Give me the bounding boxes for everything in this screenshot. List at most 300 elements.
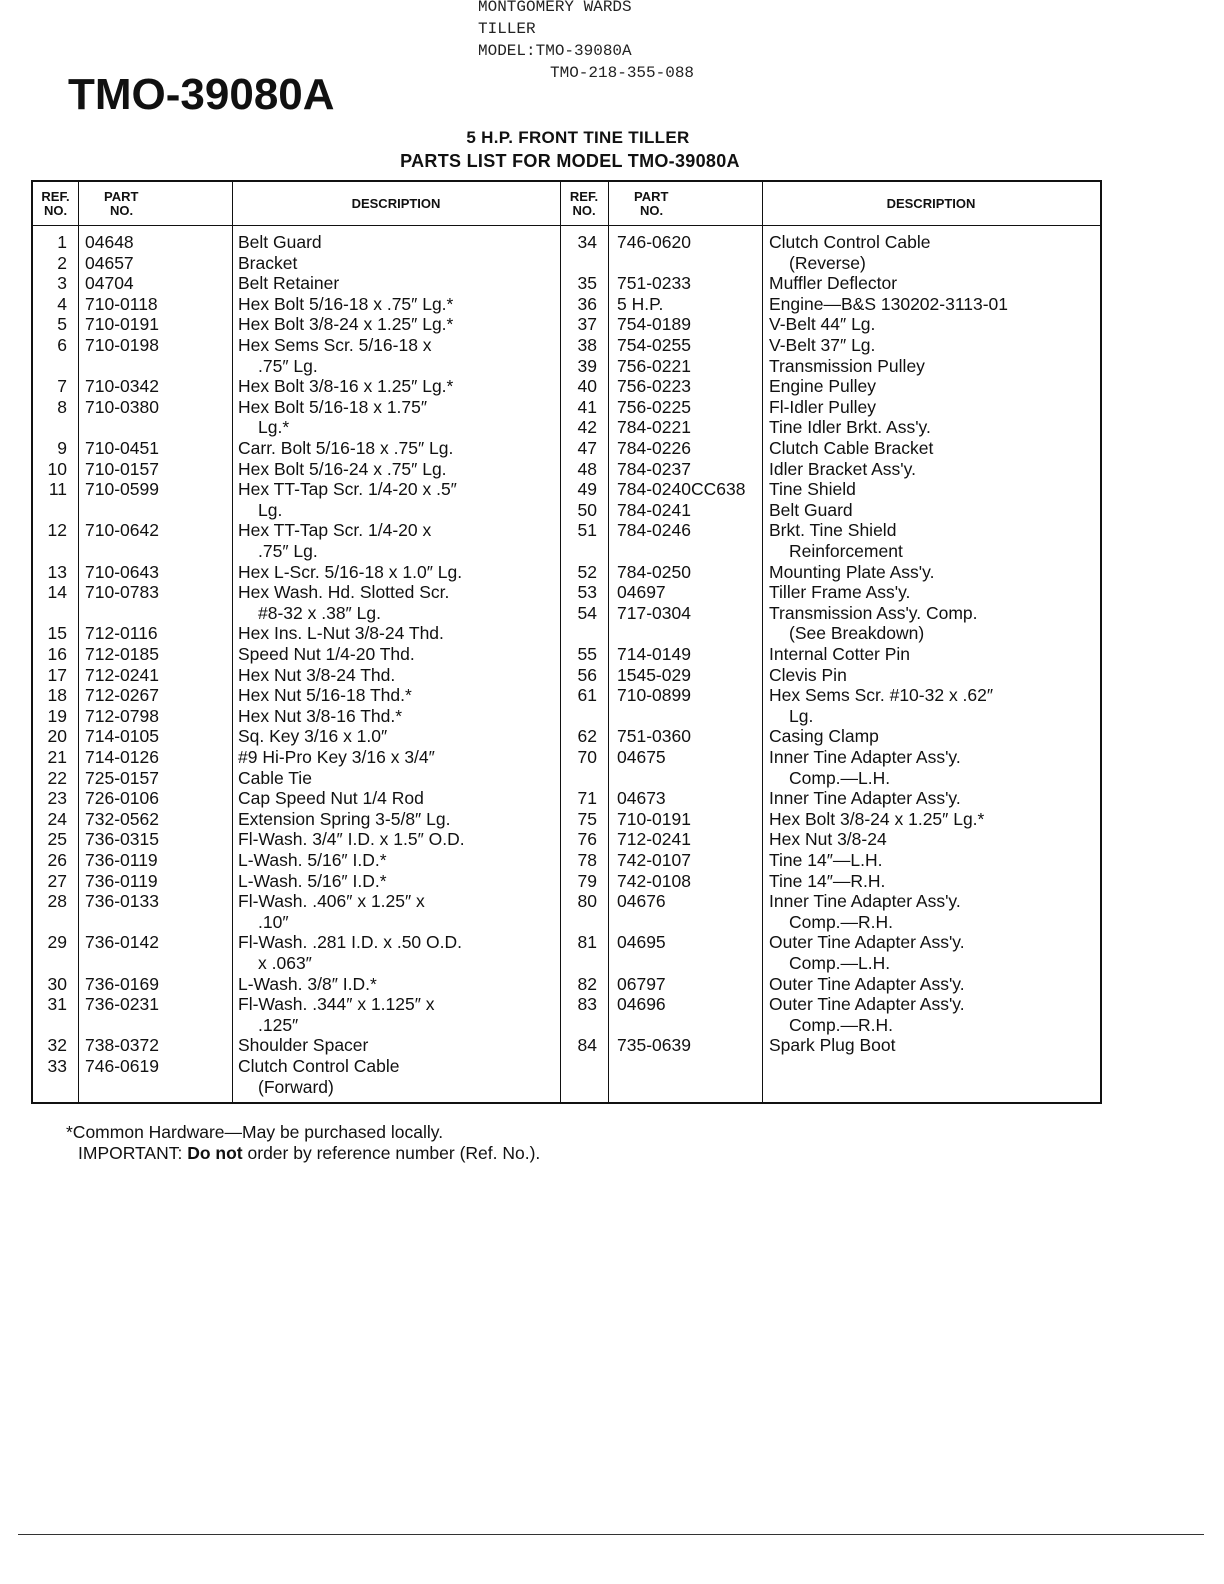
typed-line-3: MODEL:TMO-39080A [478, 42, 632, 60]
typed-line-4: TMO-218-355-088 [550, 64, 695, 82]
header-ref-left [33, 182, 78, 225]
ref-number: 29 [47, 932, 67, 953]
part-description [238, 871, 387, 892]
part-description [238, 850, 387, 871]
part-description [769, 974, 965, 995]
description-line: Fl-Wash. .281 I.D. x .50 O.D. [238, 932, 462, 953]
header-part-line2: NO. [110, 202, 134, 218]
ref-number: 78 [577, 850, 597, 870]
ref-number: 1 [57, 232, 67, 252]
header-part-line2: NO. [640, 202, 664, 218]
part-number: 710-0191 [85, 314, 159, 335]
part-number: 714-0105 [85, 726, 159, 747]
description-line: Shoulder Spacer [238, 1035, 369, 1056]
part-description [769, 397, 876, 418]
part-number: 754-0189 [617, 314, 691, 335]
ref-number: 83 [577, 994, 597, 1015]
description-continuation: .75″ Lg. [258, 355, 318, 376]
part-number: 712-0267 [85, 685, 159, 706]
part-description [238, 1035, 368, 1056]
ref-number: 8 [57, 396, 67, 417]
part-number: 736-0133 [85, 891, 159, 912]
description-continuation: Lg. [258, 499, 283, 520]
ref-number: 34 [577, 232, 597, 252]
ref-number: 22 [47, 767, 67, 788]
ref-number: 10 [47, 458, 67, 479]
description-line: Clutch Control Cable [769, 232, 931, 252]
part-number: 742-0108 [617, 870, 691, 891]
description-line: Outer Tine Adapter Ass'y. [769, 994, 965, 1015]
ref-number: 5 [57, 314, 67, 335]
ref-number: 20 [47, 726, 67, 747]
part-number: 736-0119 [85, 850, 158, 870]
ref-number: 56 [577, 664, 597, 685]
part-description [238, 562, 462, 583]
description-continuation: .10″ [258, 911, 289, 932]
part-description [238, 623, 444, 644]
part-description [769, 356, 925, 377]
ref-number: 17 [47, 664, 67, 685]
part-number: 784-0221 [617, 417, 691, 438]
part-description [769, 314, 875, 335]
description-line: Belt Guard [238, 232, 322, 252]
description-line: V-Belt 44″ Lg. [769, 314, 876, 335]
description-continuation: #8-32 x .38″ Lg. [258, 602, 381, 623]
part-number: 06797 [617, 973, 666, 994]
part-number: 751-0233 [617, 273, 691, 294]
description-line: Carr. Bolt 5/16-18 x .75″ Lg. [238, 438, 454, 458]
description-line: Hex Bolt 3/8-16 x 1.25″ Lg.* [238, 376, 454, 397]
part-description [238, 974, 377, 995]
ref-number: 18 [47, 685, 67, 706]
description-line: #9 Hi-Pro Key 3/16 x 3/4″ [238, 747, 435, 767]
ref-number: 12 [47, 520, 67, 541]
part-description [238, 294, 453, 315]
important-rest: order by reference number (Ref. No.). [247, 1143, 541, 1163]
ref-number: 33 [47, 1056, 67, 1076]
description-line: Belt Guard [769, 499, 853, 520]
header-part-line1: PART [634, 188, 669, 204]
part-number: 04673 [617, 788, 666, 809]
description-continuation: Comp.—R.H. [789, 1014, 894, 1035]
description-line: Tine 14″—L.H. [769, 850, 883, 870]
part-number: 746-0620 [617, 232, 691, 252]
part-number: 717-0304 [617, 602, 691, 623]
part-number: 04704 [85, 273, 134, 294]
part-number: 714-0126 [85, 747, 159, 767]
description-continuation: Comp.—L.H. [789, 952, 891, 973]
description-line: Hex TT-Tap Scr. 1/4-20 x [238, 520, 432, 541]
description-line: Hex Nut 3/8-16 Thd.* [238, 705, 403, 726]
part-description [769, 829, 887, 850]
ref-number: 2 [57, 252, 67, 273]
ref-number: 26 [47, 850, 67, 870]
part-number: 736-0142 [85, 932, 159, 953]
ref-number: 53 [577, 582, 597, 603]
part-number: 784-0240CC638 [617, 479, 746, 500]
header-ref-line1: REF. [41, 188, 70, 204]
col-divider [560, 182, 561, 1102]
ref-number: 62 [577, 726, 597, 747]
part-description [238, 747, 435, 768]
description-line: Hex Ins. L-Nut 3/8-24 Thd. [238, 623, 444, 644]
typed-header [478, 0, 694, 84]
part-number: 710-0643 [85, 561, 159, 582]
part-description [238, 314, 453, 335]
description-line: Brkt. Tine Shield [769, 520, 897, 541]
ref-number: 39 [577, 355, 597, 376]
part-number: 710-0783 [85, 582, 159, 603]
part-number: 784-0246 [617, 520, 691, 541]
part-description [769, 479, 856, 500]
part-description [769, 520, 903, 561]
part-number: 04676 [617, 891, 666, 912]
ref-number: 84 [577, 1035, 597, 1056]
description-line: Engine—B&S 130202-3113-01 [769, 293, 1009, 314]
part-number: 746-0619 [85, 1056, 159, 1076]
description-line: V-Belt 37″ Lg. [769, 335, 876, 355]
part-description [769, 850, 883, 871]
description-line: Hex Nut 3/8-24 [769, 829, 887, 850]
description-line: Tiller Frame Ass'y. [769, 582, 911, 603]
footnote-important [66, 1143, 540, 1164]
col-divider [232, 182, 233, 1102]
part-description [238, 706, 402, 727]
part-description [769, 871, 885, 892]
part-description [769, 685, 993, 726]
part-number: 712-0116 [85, 623, 158, 644]
description-line: Transmission Ass'y. Comp. [769, 602, 978, 623]
part-description [238, 459, 447, 480]
description-line: Hex Bolt 3/8-24 x 1.25″ Lg.* [238, 314, 454, 335]
part-number: 04675 [617, 747, 666, 767]
part-description [238, 376, 453, 397]
part-description [769, 809, 984, 830]
part-number: 04657 [85, 252, 134, 273]
part-number: 784-0237 [617, 458, 691, 479]
part-description [238, 994, 435, 1035]
col-divider [762, 182, 763, 1102]
part-number: 738-0372 [85, 1035, 159, 1056]
part-description [769, 891, 961, 932]
part-number: 710-0451 [85, 438, 159, 458]
header-divider [33, 225, 1100, 226]
description-line: Clevis Pin [769, 664, 847, 685]
part-description [238, 479, 457, 520]
description-line: Hex Sems Scr. 5/16-18 x [238, 335, 432, 355]
part-description [769, 932, 965, 973]
part-number: 712-0798 [85, 705, 159, 726]
description-continuation: .75″ Lg. [258, 540, 318, 561]
part-number: 736-0315 [85, 829, 159, 850]
important-label: IMPORTANT: [78, 1143, 183, 1163]
typed-line-2: TILLER [478, 20, 536, 38]
description-continuation: (See Breakdown) [789, 623, 925, 644]
ref-number: 30 [47, 973, 67, 994]
description-line: Casing Clamp [769, 726, 879, 747]
part-number: 756-0223 [617, 376, 691, 397]
part-number: 710-0198 [85, 335, 159, 355]
part-description [238, 685, 412, 706]
page-bottom-rule [18, 1534, 1204, 1535]
ref-number: 3 [57, 273, 67, 294]
part-number: 710-0342 [85, 376, 159, 397]
description-line: Clutch Cable Bracket [769, 438, 934, 458]
description-line: Clutch Control Cable [238, 1056, 400, 1076]
ref-number: 25 [47, 829, 67, 850]
part-number: 735-0639 [617, 1035, 691, 1056]
ref-number: 76 [577, 829, 597, 850]
ref-number: 75 [577, 808, 597, 829]
part-description [769, 726, 879, 747]
header-part-right [608, 182, 762, 225]
part-description [238, 520, 431, 561]
ref-number: 48 [577, 458, 597, 479]
part-number: 712-0185 [85, 644, 159, 664]
part-description [769, 582, 910, 603]
part-number: 710-0191 [617, 808, 691, 829]
ref-number: 13 [47, 561, 67, 582]
part-description [238, 397, 427, 438]
part-description [769, 665, 847, 686]
part-number: 742-0107 [617, 850, 691, 870]
description-line: Extension Spring 3-5/8″ Lg. [238, 808, 451, 829]
part-description [769, 438, 933, 459]
ref-number: 79 [577, 870, 597, 891]
part-number: 751-0360 [617, 726, 691, 747]
ref-number: 49 [577, 479, 597, 500]
ref-number: 80 [577, 891, 597, 912]
part-number: 1545-029 [617, 664, 691, 685]
header-ref-line1: REF. [569, 188, 599, 204]
part-number: 5 H.P. [617, 293, 664, 314]
part-description [769, 273, 897, 294]
description-line: L-Wash. 5/16″ I.D.* [238, 850, 387, 870]
header-ref-right [560, 182, 608, 225]
description-line: Belt Retainer [238, 273, 340, 294]
description-line: L-Wash. 3/8″ I.D.* [238, 973, 377, 994]
part-description [769, 459, 916, 480]
description-line: Muffler Deflector [769, 273, 898, 294]
description-line: Bracket [238, 252, 298, 273]
ref-number: 51 [577, 520, 597, 541]
part-number: 04696 [617, 994, 666, 1015]
description-line: Inner Tine Adapter Ass'y. [769, 747, 961, 767]
description-line: Hex Sems Scr. #10-32 x .62″ [769, 685, 994, 706]
part-description [238, 809, 450, 830]
description-continuation: Lg.* [258, 417, 290, 438]
part-description [238, 665, 395, 686]
part-number: 784-0250 [617, 561, 691, 582]
parts-table [31, 180, 1102, 1104]
part-number: 725-0157 [85, 767, 159, 788]
part-number: 726-0106 [85, 788, 159, 809]
ref-number: 24 [47, 808, 67, 829]
ref-number: 55 [577, 644, 597, 664]
description-line: L-Wash. 5/16″ I.D.* [238, 870, 387, 891]
ref-number: 6 [57, 335, 67, 355]
description-line: Fl-Idler Pulley [769, 396, 876, 417]
ref-number: 14 [47, 582, 67, 603]
part-description [238, 726, 387, 747]
document-subtitle: PARTS LIST FOR MODEL TMO-39080A [400, 151, 740, 171]
description-line: Inner Tine Adapter Ass'y. [769, 891, 961, 912]
ref-number: 54 [577, 602, 597, 623]
part-number: 04648 [85, 232, 134, 252]
part-description [238, 335, 432, 376]
part-description [238, 273, 339, 294]
ref-number: 61 [577, 685, 597, 706]
ref-number: 16 [47, 644, 67, 664]
description-continuation: x .063″ [258, 952, 312, 973]
header-part-left [78, 182, 232, 225]
part-description [769, 232, 930, 273]
part-description [769, 788, 961, 809]
col-divider [78, 182, 79, 1102]
part-description [238, 644, 415, 665]
ref-number: 15 [47, 623, 67, 644]
part-description [238, 768, 312, 789]
part-number: 732-0562 [85, 808, 159, 829]
ref-number: 37 [577, 314, 597, 335]
description-line: Speed Nut 1/4-20 Thd. [238, 644, 415, 664]
header-desc-left: DESCRIPTION [351, 195, 441, 211]
description-line: Spark Plug Boot [769, 1035, 896, 1056]
do-not-emphasis: Do not [187, 1143, 243, 1163]
description-line: Hex Bolt 3/8-24 x 1.25″ Lg.* [769, 808, 985, 829]
header-ref-line2: NO. [43, 202, 68, 218]
part-description [769, 376, 876, 397]
description-line: Hex L-Scr. 5/16-18 x 1.0″ Lg. [238, 561, 463, 582]
ref-number: 4 [57, 293, 67, 314]
part-number: 736-0231 [85, 994, 159, 1015]
description-continuation: Reinforcement [789, 540, 903, 561]
part-description [238, 829, 465, 850]
description-line: Inner Tine Adapter Ass'y. [769, 788, 961, 809]
description-line: Cable Tie [238, 767, 312, 788]
part-description [769, 500, 853, 521]
part-number: 04695 [617, 932, 666, 953]
description-line: Outer Tine Adapter Ass'y. [769, 932, 965, 953]
part-description [769, 1035, 895, 1056]
ref-number: 27 [47, 870, 67, 891]
description-line: Hex Wash. Hd. Slotted Scr. [238, 582, 450, 603]
description-continuation: (Forward) [258, 1076, 334, 1097]
description-line: Internal Cotter Pin [769, 644, 911, 664]
description-line: Fl-Wash. 3/4″ I.D. x 1.5″ O.D. [238, 829, 465, 850]
description-line: Tine Shield [769, 479, 856, 500]
part-number: 710-0118 [85, 293, 158, 314]
document-title: 5 H.P. FRONT TINE TILLER [466, 128, 690, 147]
description-line: Hex Nut 3/8-24 Thd. [238, 664, 396, 685]
part-number: 784-0241 [617, 499, 691, 520]
description-line: Hex Bolt 5/16-18 x .75″ Lg.* [238, 293, 454, 314]
part-description [769, 335, 875, 356]
part-description [238, 232, 322, 253]
footnote [66, 1122, 540, 1164]
ref-number: 11 [48, 479, 67, 500]
ref-number: 82 [577, 973, 597, 994]
description-continuation: Comp.—L.H. [789, 767, 891, 788]
description-continuation: (Reverse) [789, 252, 866, 273]
part-description [238, 1056, 399, 1097]
ref-number: 35 [577, 273, 597, 294]
description-line: Outer Tine Adapter Ass'y. [769, 973, 965, 994]
part-number: 756-0221 [617, 355, 691, 376]
ref-number: 47 [577, 438, 597, 458]
model-number-heading: TMO-39080A [68, 70, 335, 119]
header-ref-line2: NO. [572, 202, 596, 218]
description-line: Mounting Plate Ass'y. [769, 561, 935, 582]
ref-number: 50 [577, 499, 597, 520]
part-number: 710-0642 [85, 520, 159, 541]
ref-number: 23 [47, 788, 67, 809]
part-number: 754-0255 [617, 335, 691, 355]
description-line: Sq. Key 3/16 x 1.0″ [238, 726, 388, 747]
typed-line-1: MONTGOMERY WARDS [478, 0, 632, 16]
part-number: 756-0225 [617, 396, 691, 417]
part-number: 736-0169 [85, 973, 159, 994]
part-description [769, 417, 931, 438]
part-number: 710-0899 [617, 685, 691, 706]
description-line: Tine Idler Brkt. Ass'y. [769, 417, 931, 438]
part-number: 710-0599 [85, 479, 159, 500]
part-description [769, 994, 965, 1035]
ref-number: 40 [577, 376, 597, 397]
part-number: 712-0241 [85, 664, 159, 685]
part-number: 710-0157 [85, 458, 159, 479]
part-number: 710-0380 [85, 396, 159, 417]
part-description [238, 438, 453, 459]
description-line: Idler Bracket Ass'y. [769, 458, 916, 479]
ref-number: 19 [47, 705, 67, 726]
description-line: Hex Bolt 5/16-18 x 1.75″ [238, 396, 428, 417]
part-description [238, 788, 424, 809]
description-line: Cap Speed Nut 1/4 Rod [238, 788, 424, 809]
ref-number: 28 [47, 891, 67, 912]
description-line: Hex Bolt 5/16-24 x .75″ Lg. [238, 458, 447, 479]
part-description [769, 644, 910, 665]
ref-number: 38 [577, 335, 597, 355]
description-line: Hex Nut 5/16-18 Thd.* [238, 685, 412, 706]
description-line: Transmission Pulley [769, 355, 925, 376]
description-continuation: .125″ [258, 1014, 299, 1035]
description-line: Fl-Wash. .406″ x 1.25″ x [238, 891, 425, 912]
ref-number: 70 [577, 747, 597, 767]
part-description [238, 891, 425, 932]
part-description [238, 582, 449, 623]
ref-number: 31 [47, 994, 67, 1015]
header-part-line1: PART [104, 188, 139, 204]
part-number: 714-0149 [617, 644, 691, 664]
footnote-common-hardware: *Common Hardware—May be purchased locally. [66, 1122, 444, 1142]
ref-number: 7 [57, 376, 67, 397]
description-continuation: Comp.—R.H. [789, 911, 894, 932]
ref-number: 71 [577, 788, 597, 809]
ref-number: 81 [577, 932, 597, 953]
ref-number: 9 [57, 438, 67, 458]
ref-number: 41 [577, 396, 597, 417]
description-line: Tine 14″—R.H. [769, 870, 886, 891]
header-desc-right: DESCRIPTION [886, 195, 976, 211]
ref-number: 52 [577, 561, 597, 582]
part-description [238, 253, 297, 274]
description-line: Fl-Wash. .344″ x 1.125″ x [238, 994, 435, 1015]
part-description [769, 747, 961, 788]
ref-number: 36 [577, 293, 597, 314]
ref-number: 42 [577, 417, 597, 438]
ref-number: 21 [47, 747, 67, 767]
